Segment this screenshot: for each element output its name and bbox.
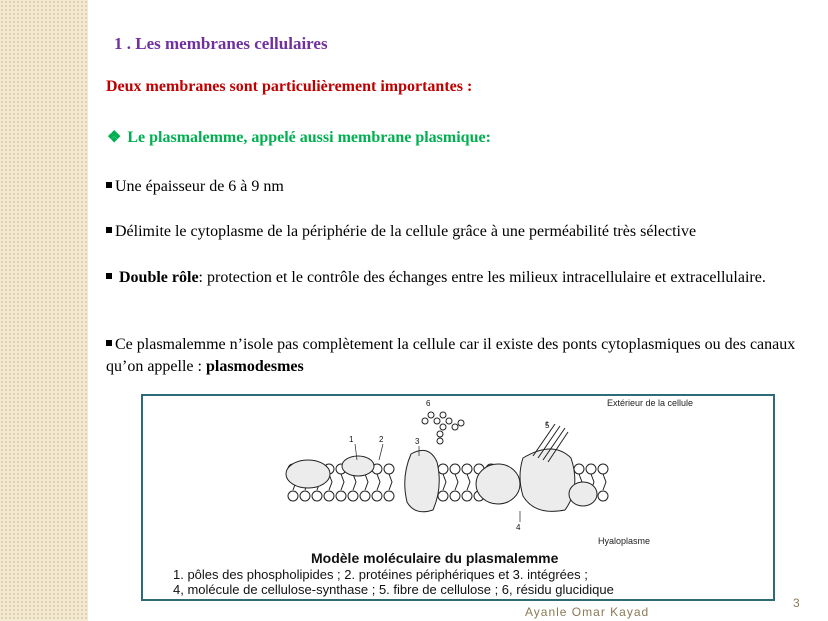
label-number-5: 5 <box>545 421 550 430</box>
paragraph-double-role <box>106 267 796 289</box>
diamond-bullet-icon: ❖ <box>107 129 122 146</box>
paragraph-text: Délimite le cytoplasme de la périphérie de la cellule grâce à une perméabilité très sélective <box>115 223 697 240</box>
square-bullet-icon <box>106 227 112 233</box>
author-name: Ayanle Omar Kayad <box>525 605 650 619</box>
square-bullet-icon <box>106 340 112 346</box>
slide-subtitle: Deux membranes sont particulièrement importantes : <box>106 78 473 95</box>
paragraph-text: Ce plasmalemme n’isole pas complètement la cellule car il existe des ponts cytoplasmiques ou des canaux qu’on appelle : <box>106 336 796 375</box>
membrane-illustration <box>143 396 773 546</box>
paragraph-plasmodesmes <box>106 334 796 378</box>
hyaloplasme-label: Hyaloplasme <box>598 536 651 546</box>
square-bullet-icon <box>106 182 112 188</box>
paragraph-bold-term: Double rôle <box>119 269 199 286</box>
paragraph-text: : protection et le contrôle des échanges entre les milieux intracellulaire et extracellulaire. <box>198 269 766 286</box>
label-number-1: 1 <box>349 435 354 444</box>
caption-line: 4, molécule de cellulose-synthase ; 5. fibre de cellulose ; 6, résidu glucidique <box>173 582 614 597</box>
subsection-text: Le plasmalemme, appelé aussi membrane plasmique: <box>127 129 491 146</box>
label-number-3: 3 <box>415 437 420 446</box>
membrane-model-figure <box>141 394 775 601</box>
decorative-side-band <box>0 0 88 621</box>
label-number-6: 6 <box>426 399 431 408</box>
label-number-2: 2 <box>379 435 384 444</box>
subsection-heading <box>107 127 491 147</box>
paragraph-thickness <box>106 176 796 198</box>
figure-caption <box>173 567 614 597</box>
exterior-label: Extérieur de la cellule <box>606 398 693 408</box>
square-bullet-icon <box>106 273 112 279</box>
caption-line: 1. pôles des phospholipides ; 2. protéines périphériques et 3. intégrées ; <box>173 567 588 582</box>
paragraph-bold-term: plasmodesmes <box>205 358 304 375</box>
label-number-4: 4 <box>516 523 521 532</box>
slide-title: 1 . Les membranes cellulaires <box>114 34 328 53</box>
paragraph-delimits <box>106 221 796 243</box>
paragraph-text: Une épaisseur de 6 à 9 nm <box>115 178 284 195</box>
page-number: 3 <box>793 596 800 610</box>
figure-title: Modèle moléculaire du plasmalemme <box>311 550 559 566</box>
